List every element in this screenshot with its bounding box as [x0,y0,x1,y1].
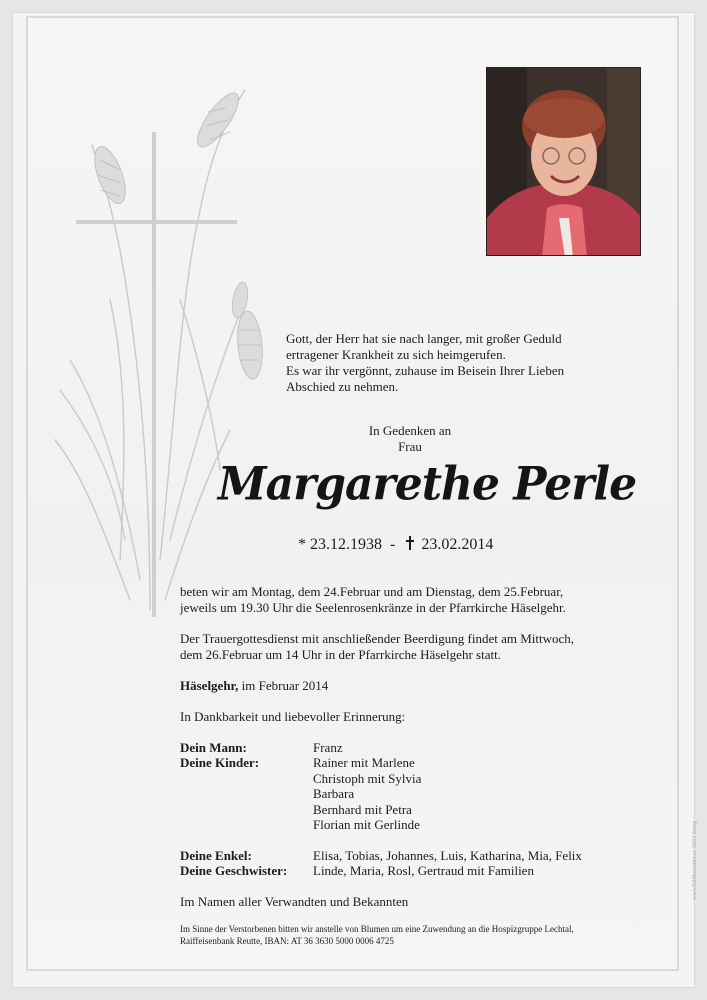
child-entry: Christoph mit Sylvia [313,771,422,786]
donation-note: Im Sinne der Verstorbenen bitten wir anstelle von Blumen um eine Zuwendung an die Hospizgruppe Lechtal, Raiffeisenbank Reutte, IBAN: AT 36 3630 5000 0006 4725 [180,924,574,946]
in-memory-heading: In Gedenken an Frau [368,423,452,454]
cross-horizontal-beam [76,220,237,224]
date: im Februar 2014 [241,678,329,693]
place-date [180,678,620,694]
date-separator: - [390,536,396,553]
funeral-text: Der Trauergottesdienst mit anschließender Beerdigung findet am Mittwoch, dem 26.Februar um 14 Uhr in der Pfarrkirche Häselgehr statt. [180,631,575,662]
closing-line: Im Namen aller Verwandten und Bekannten [180,894,409,909]
child-entry: Rainer mit Marlene [313,755,415,770]
rosary-text: beten wir am Montag, dem 24.Februar und am Dienstag, dem 25.Februar, jeweils um 19.30 Uhr die Seelenrosenkränze in der Pfarrkirche Häselgehr. [180,584,566,615]
deceased-name: Margarethe Perle [217,457,637,512]
husband-name: Franz [313,740,343,755]
gratitude-line: In Dankbarkeit und liebevoller Erinnerung: [180,709,406,724]
life-dates [298,535,493,555]
siblings-names: Linde, Maria, Rosl, Gertraud mit Familien [313,863,534,878]
intro-text: Gott, der Herr hat sie nach langer, mit großer Geduld ertragener Krankheit zu sich heimgerufen. Es war ihr vergönnt, zuhause im Beisein Ihrer Lieben Abschied zu nehmen. [286,331,565,394]
death-cross-icon [405,536,415,550]
child-entry: Florian mit Gerlinde [313,817,420,832]
grandchildren-names: Elisa, Tobias, Johannes, Luis, Katharina, Mia, Felix [313,848,582,863]
child-entry: Barbara [313,786,355,801]
publisher-note: www.bildbestatter.at, 6653 Steeg [692,820,698,900]
siblings-label: Deine Geschwister: [180,863,288,878]
cross-vertical-beam [152,132,156,617]
birth-date: * 23.12.1938 [298,536,382,553]
husband-label: Dein Mann: [180,740,247,755]
grandchildren-label: Deine Enkel: [180,848,252,863]
place: Häselgehr, [180,678,239,693]
children-label: Deine Kinder: [180,755,260,770]
death-date: 23.02.2014 [421,536,494,553]
child-entry: Bernhard mit Petra [313,802,412,817]
portrait-photo [486,67,641,256]
